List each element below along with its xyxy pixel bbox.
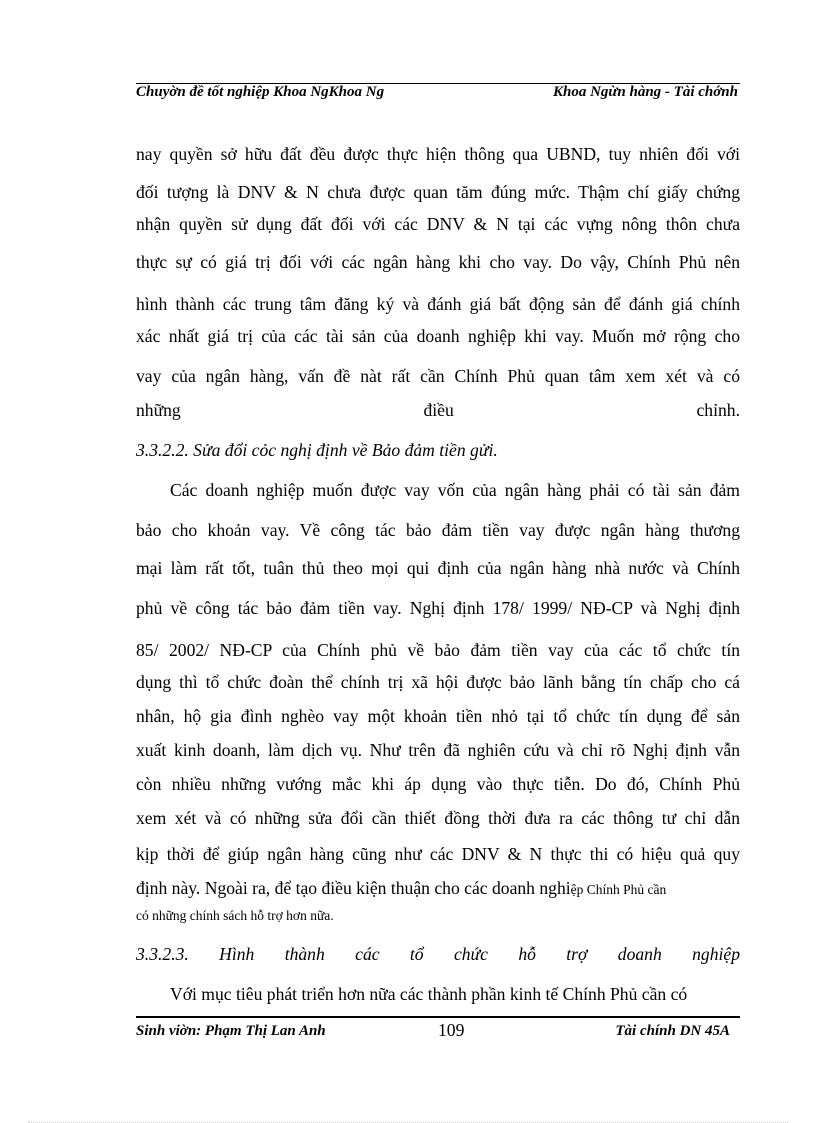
subheading-3-3-2-3: 3.3.2.3. Hình thành các tổ chức hỗ trợ doanh nghiệp xyxy=(136,944,740,964)
footer-class: Tài chính DN 45A xyxy=(615,1023,730,1039)
text-line: Các doanh nghiệp muốn được vay vốn của ngân hàng phải có tài sản đảm xyxy=(170,480,740,500)
header-right: Khoa Ngừn hàng - Tài chớnh xyxy=(552,84,738,100)
text-line: dụng thì tổ chức đoàn thể chính trị xã hội được bảo lãnh bằng tín chấp cho cá xyxy=(136,672,740,692)
text-line: bảo cho khoản vay. Về công tác bảo đảm tiền vay được ngân hàng thương xyxy=(136,520,740,540)
subheading-3-3-2-2: 3.3.2.2. Sửa đổi cỏc nghị định về Bảo đảm tiền gửi. xyxy=(136,440,498,460)
text-line: 85/ 2002/ NĐ-CP của Chính phủ về bảo đảm tiền vay của các tổ chức tín xyxy=(136,640,740,660)
text-line: thực sự có giá trị đối với các ngân hàng khi cho vay. Do vậy, Chính Phủ nên xyxy=(136,252,740,272)
text-fragment: định này. Ngoài ra, để tạo điều kiện thuận cho các doanh nghi xyxy=(136,878,571,898)
page-footer xyxy=(136,1016,740,1040)
text-line: đối tượng là DNV & N chưa được quan tăm đúng mức. Thậm chí giấy chứng xyxy=(136,182,740,202)
header-left: Chuyờn đề tốt nghiệp Khoa NgKhoa Ng xyxy=(136,84,385,100)
text-line: nay quyền sở hữu đất đều được thực hiện thông qua UBND, tuy nhiên đối với xyxy=(136,144,740,164)
text-line: xuất kinh doanh, làm dịch vụ. Như trên đã nghiên cứu và chỉ rõ Nghị định vẫn xyxy=(136,740,740,760)
text-line: phủ về công tác bảo đảm tiền vay. Nghị định 178/ 1999/ NĐ-CP và Nghị định xyxy=(136,598,740,618)
text-line: xem xét và có những sửa đổi cần thiết đồng thời đưa ra các thông tư chỉ dẫn xyxy=(136,808,740,828)
page-number: 109 xyxy=(438,1020,465,1040)
text-line: những điều chỉnh. xyxy=(136,400,740,420)
text-line: nhận quyền sử dụng đất đối với các DNV & N tại các vựng nông thôn chưa xyxy=(136,214,740,234)
text-line: xác nhất giá trị của các tài sản của doanh nghiệp khi vay. Muốn mở rộng cho xyxy=(136,326,740,346)
text-line: nhân, hộ gia đình nghèo vay một khoản tiền nhỏ tại tổ chức tín dụng để sản xyxy=(136,706,740,726)
text-line: Với mục tiêu phát triển hơn nữa các thành phần kinh tế Chính Phủ cần có xyxy=(170,984,688,1004)
text-line: kịp thời để giúp ngân hàng cũng như các DNV & N thực thi có hiệu quả quy xyxy=(136,844,740,864)
text-line: mại làm rất tốt, tuân thủ theo mọi qui định của ngân hàng nhà nước và Chính xyxy=(136,558,740,578)
footer-author: Sinh viờn: Phạm Thị Lan Anh xyxy=(136,1023,326,1039)
text-line: còn nhiều những vướng mắc khi áp dụng vào thực tiễn. Do đó, Chính Phủ xyxy=(136,774,740,794)
text-line: hình thành các trung tâm đăng ký và đánh giá bất động sản để đánh giá chính xyxy=(136,294,740,314)
text-line-small: có những chính sách hỗ trợ hơn nữa. xyxy=(136,908,334,923)
text-fragment-small: ệp Chính Phủ cần xyxy=(570,882,667,897)
text-line-mixed xyxy=(136,876,740,902)
page-header xyxy=(136,82,740,100)
text-line: vay của ngân hàng, vấn đề nàt rất cần Chính Phủ quan tâm xem xét và có xyxy=(136,366,740,386)
